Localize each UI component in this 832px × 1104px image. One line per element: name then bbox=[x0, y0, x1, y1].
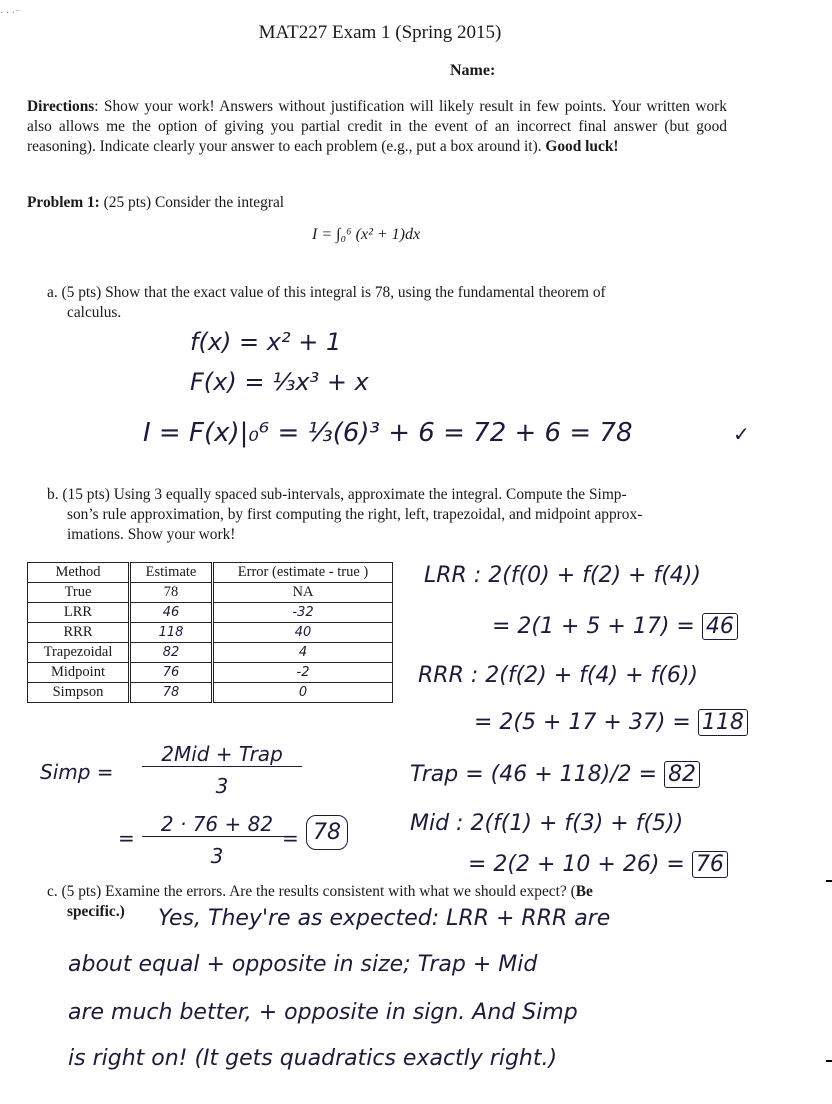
scan-edge-mark bbox=[826, 880, 832, 882]
hand-mid-setup: Mid : 2(f(1) + f(3) + f(5)) bbox=[410, 811, 684, 836]
hand-trap-work: Trap = (46 + 118)/2 = bbox=[410, 762, 658, 787]
boxed-answer: 118 bbox=[698, 709, 748, 736]
part-b-line2: son’s rule approximation, by first computing the right, left, trapezoidal, and midpoint approx- bbox=[67, 506, 643, 523]
part-c-letter: c. bbox=[47, 883, 58, 900]
check-mark: ✓ bbox=[733, 422, 750, 446]
hand-simp-denominator: 3 bbox=[215, 774, 229, 798]
good-luck: Good luck! bbox=[545, 138, 619, 155]
error-cell: -32 bbox=[213, 603, 393, 623]
hand-mid-work: = 2(2 + 10 + 26) = bbox=[468, 852, 685, 877]
problem-1-heading bbox=[27, 194, 284, 212]
part-c-line1: (5 pts) Examine the errors. Are the results consistent with what we should expect? ( bbox=[61, 883, 576, 900]
hand-simp2-equals: = bbox=[282, 826, 299, 850]
hand-simp-label: Simp = bbox=[40, 760, 114, 784]
table-row bbox=[28, 583, 393, 603]
table-row bbox=[28, 603, 393, 623]
hand-lrr-result bbox=[492, 614, 738, 639]
results-table bbox=[27, 562, 393, 703]
part-b-line3: imations. Show your work! bbox=[67, 526, 236, 543]
estimate-cell: 76 bbox=[130, 663, 213, 683]
hand-lrr-work: = 2(1 + 5 + 17) = bbox=[492, 614, 695, 639]
method-cell: Midpoint bbox=[28, 663, 130, 683]
error-cell: NA bbox=[213, 583, 393, 603]
name-label: Name: bbox=[450, 62, 496, 79]
table-row bbox=[28, 663, 393, 683]
hand-answer-line-4: is right on! (It gets quadratics exactly right.) bbox=[68, 1046, 558, 1071]
part-a-prompt bbox=[47, 283, 727, 323]
part-b-line1: (15 pts) Using 3 equally spaced sub-intervals, approximate the integral. Compute the Simp- bbox=[62, 486, 627, 503]
table-row bbox=[28, 623, 393, 643]
boxed-answer: 76 bbox=[692, 851, 728, 878]
error-cell: 40 bbox=[213, 623, 393, 643]
problem-1-label: Problem 1: bbox=[27, 194, 100, 211]
hand-answer-line-1: Yes, They're as expected: LRR + RRR are bbox=[158, 906, 611, 931]
method-cell: Simpson bbox=[28, 683, 130, 703]
header-error: Error (estimate - true ) bbox=[213, 563, 393, 583]
hand-simp-equals: = bbox=[118, 826, 135, 850]
part-a-line2: calculus. bbox=[67, 304, 122, 321]
hand-simp2-denominator: 3 bbox=[210, 844, 224, 868]
exam-title: MAT227 Exam 1 (Spring 2015) bbox=[258, 22, 502, 43]
hand-rrr-result bbox=[474, 710, 748, 735]
scan-edge-mark bbox=[826, 1060, 832, 1062]
table-header-row bbox=[28, 563, 393, 583]
boxed-answer: 82 bbox=[664, 761, 700, 788]
error-cell: 0 bbox=[213, 683, 393, 703]
part-a-line1: (5 pts) Show that the exact value of this integral is 78, using the fundamental theorem of bbox=[61, 284, 606, 301]
part-b-prompt bbox=[47, 485, 727, 545]
directions-text: : Show your work! Answers without justification will likely result in few points. Your written work also allows me the option of giving you partial credit in the event of an incorrect final answer (but good reasoning). Indicate clearly your answer to each problem (e.g., put a box around it). bbox=[27, 98, 727, 155]
header-method: Method bbox=[28, 563, 130, 583]
hand-trap-result bbox=[410, 762, 700, 787]
directions-paragraph bbox=[27, 97, 727, 157]
method-cell: True bbox=[28, 583, 130, 603]
method-cell: RRR bbox=[28, 623, 130, 643]
estimate-cell: 118 bbox=[130, 623, 213, 643]
table-row bbox=[28, 683, 393, 703]
estimate-cell: 78 bbox=[130, 683, 213, 703]
hand-answer-line-2: about equal + opposite in size; Trap + Mid bbox=[68, 952, 538, 977]
hand-simp-answer bbox=[306, 820, 348, 845]
directions-label: Directions bbox=[27, 98, 95, 115]
method-cell: Trapezoidal bbox=[28, 643, 130, 663]
boxed-answer: 78 bbox=[306, 815, 348, 850]
hand-rrr-setup: RRR : 2(f(2) + f(4) + f(6)) bbox=[418, 663, 698, 688]
hand-simp-numerator: 2Mid + Trap bbox=[142, 742, 302, 767]
hand-integral-eval: I = F(x)|₀⁶ = ⅓(6)³ + 6 = 72 + 6 = 78 bbox=[143, 418, 633, 448]
part-b-letter: b. bbox=[47, 486, 59, 503]
table-row bbox=[28, 643, 393, 663]
estimate-cell: 82 bbox=[130, 643, 213, 663]
part-c-bold-2: specific.) bbox=[67, 903, 125, 920]
hand-answer-line-3: are much better, + opposite in sign. And Simp bbox=[68, 1000, 578, 1025]
estimate-cell: 78 bbox=[130, 583, 213, 603]
hand-rrr-work: = 2(5 + 17 + 37) = bbox=[474, 710, 691, 735]
part-c-bold-1: Be bbox=[575, 883, 593, 900]
part-a-letter: a. bbox=[47, 284, 58, 301]
hand-lrr-setup: LRR : 2(f(0) + f(2) + f(4)) bbox=[424, 563, 701, 588]
hand-mid-result bbox=[468, 852, 728, 877]
header-estimate: Estimate bbox=[130, 563, 213, 583]
error-cell: 4 bbox=[213, 643, 393, 663]
boxed-answer: 46 bbox=[702, 613, 738, 640]
problem-1-text: (25 pts) Consider the integral bbox=[103, 194, 285, 211]
integral-expression: I = ∫₀⁶ (x² + 1)dx bbox=[312, 226, 421, 243]
hand-simp2-numerator: 2 · 76 + 82 bbox=[142, 812, 292, 837]
error-cell: -2 bbox=[213, 663, 393, 683]
hand-f-definition: f(x) = x² + 1 bbox=[190, 328, 342, 356]
scan-mark: · · ·⁻ bbox=[0, 8, 21, 19]
hand-antiderivative: F(x) = ⅓x³ + x bbox=[190, 368, 369, 396]
method-cell: LRR bbox=[28, 603, 130, 623]
estimate-cell: 46 bbox=[130, 603, 213, 623]
